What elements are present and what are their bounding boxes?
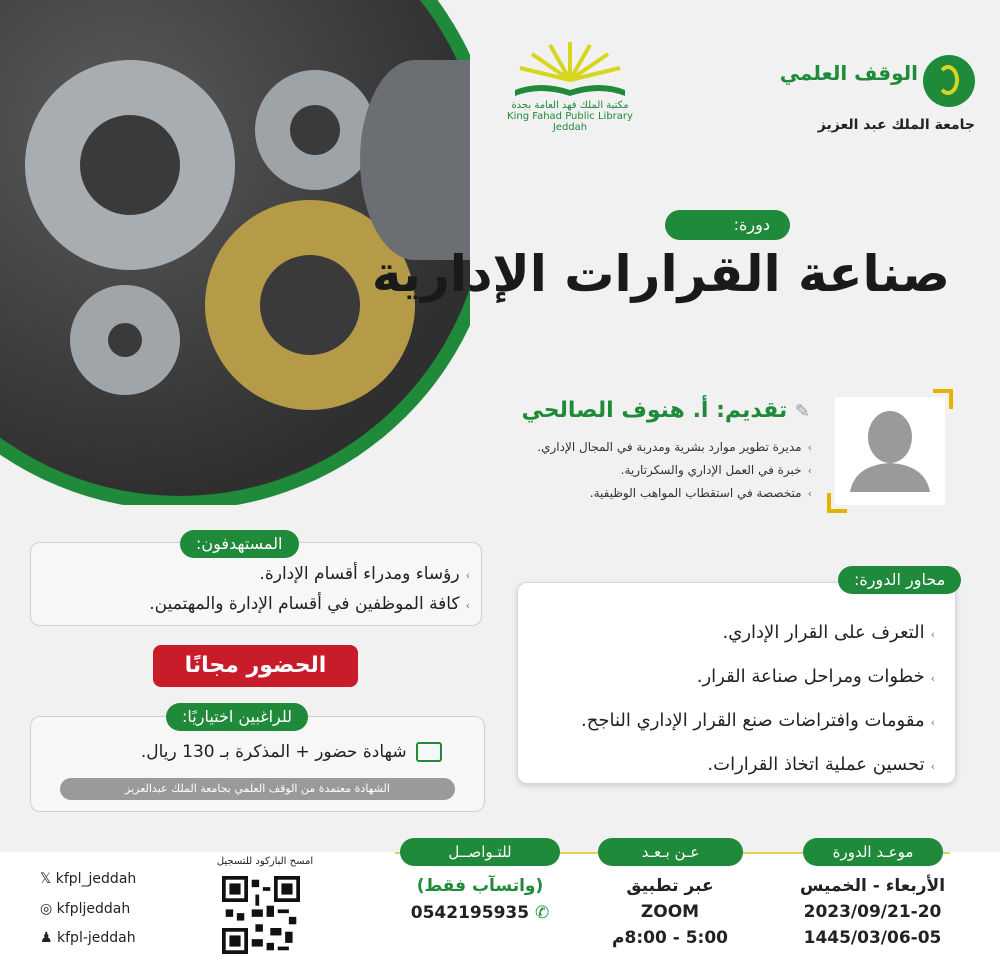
social-instagram[interactable]: ◎ kfpljeddah xyxy=(40,901,131,917)
time-text: 5:00 - 8:00م xyxy=(612,928,728,948)
list-item: ›مقومات وافتراضات صنع القرار الإداري الناجح. xyxy=(581,710,935,731)
optional-label: للراغبين اختياريًا: xyxy=(166,703,308,731)
schedule-date-g: 2023/09/21-20 xyxy=(803,902,942,922)
whatsapp-only: (واتسآب فقط) xyxy=(416,876,544,896)
targets-list xyxy=(149,560,470,620)
schedule-label: موعـد الدورة xyxy=(803,838,943,866)
whatsapp-icon: ✆ xyxy=(534,903,550,923)
app-text: عبر تطبيق xyxy=(626,876,714,896)
x-icon: 𝕏 xyxy=(40,871,52,887)
snapchat-icon: ♟ xyxy=(40,930,53,946)
waqf-emblem-icon xyxy=(923,55,975,107)
library-logo xyxy=(495,40,645,133)
schedule-days: الأربعاء - الخميس xyxy=(799,876,946,896)
optional-offer: شهادة حضور + المذكرة بـ 130 ريال. xyxy=(141,742,442,762)
course-label: دورة: xyxy=(665,210,790,240)
presenter-bio xyxy=(537,436,812,505)
qr-code[interactable] xyxy=(222,876,300,954)
topics-label: محاور الدورة: xyxy=(838,566,961,594)
list-item: ›متخصصة في استقطاب المواهب الوظيفية. xyxy=(589,486,812,500)
book-sun-icon xyxy=(510,40,630,100)
contact-label: للتـواصــل xyxy=(400,838,560,866)
list-item: ›خطوات ومراحل صناعة القرار. xyxy=(696,666,935,687)
free-attendance-badge: الحضور مجانًا xyxy=(153,645,358,687)
remote-label: عـن بـعـد xyxy=(598,838,743,866)
list-item: ›كافة الموظفين في أقسام الإدارة والمهتمين. xyxy=(149,594,470,614)
list-item: ›مديرة تطوير موارد بشرية ومدربة في المجال الإداري. xyxy=(537,440,812,454)
waqf-logo xyxy=(779,55,980,145)
targets-label: المستهدفون: xyxy=(180,530,299,558)
social-snapchat[interactable]: ♟ kfpl-jeddah xyxy=(40,930,136,946)
list-item: ›تحسين عملية اتخاذ القرارات. xyxy=(707,754,935,775)
phone-number[interactable]: 0542195935 ✆ xyxy=(410,903,550,923)
social-x[interactable]: 𝕏 kfpl_jeddah xyxy=(40,871,137,887)
course-title: صناعة القرارات الإدارية xyxy=(371,245,950,303)
certificate-icon xyxy=(416,742,442,762)
instagram-icon: ◎ xyxy=(40,901,53,917)
waqf-name: الوقف العلمي xyxy=(779,61,918,85)
schedule-date-h: 1445/03/06-05 xyxy=(803,928,942,948)
presenter-avatar xyxy=(835,397,945,505)
presenter-name: ✎ تقديم: أ. هنوف الصالحي xyxy=(521,398,810,423)
list-item: ›رؤساء ومدراء أقسام الإدارة. xyxy=(259,564,470,584)
list-item: ›خبرة في العمل الإداري والسكرتارية. xyxy=(620,463,812,477)
university-name: جامعة الملك عبد العزيز xyxy=(817,117,975,133)
qr-label: امسح الباركود للتسجيل xyxy=(216,856,314,867)
list-item: ›التعرف على القرار الإداري. xyxy=(722,622,935,643)
topics-list xyxy=(581,612,935,788)
library-name-ar: مكتبة الملك فهد العامة بجدة xyxy=(511,100,629,111)
microphone-icon: ✎ xyxy=(794,401,810,422)
zoom-text: ZOOM xyxy=(640,902,700,922)
certificate-note: الشهادة معتمدة من الوقف العلمي بجامعة الملك عبدالعزيز xyxy=(60,778,455,800)
library-name-en: King Fahad Public Library Jeddah xyxy=(507,111,633,133)
